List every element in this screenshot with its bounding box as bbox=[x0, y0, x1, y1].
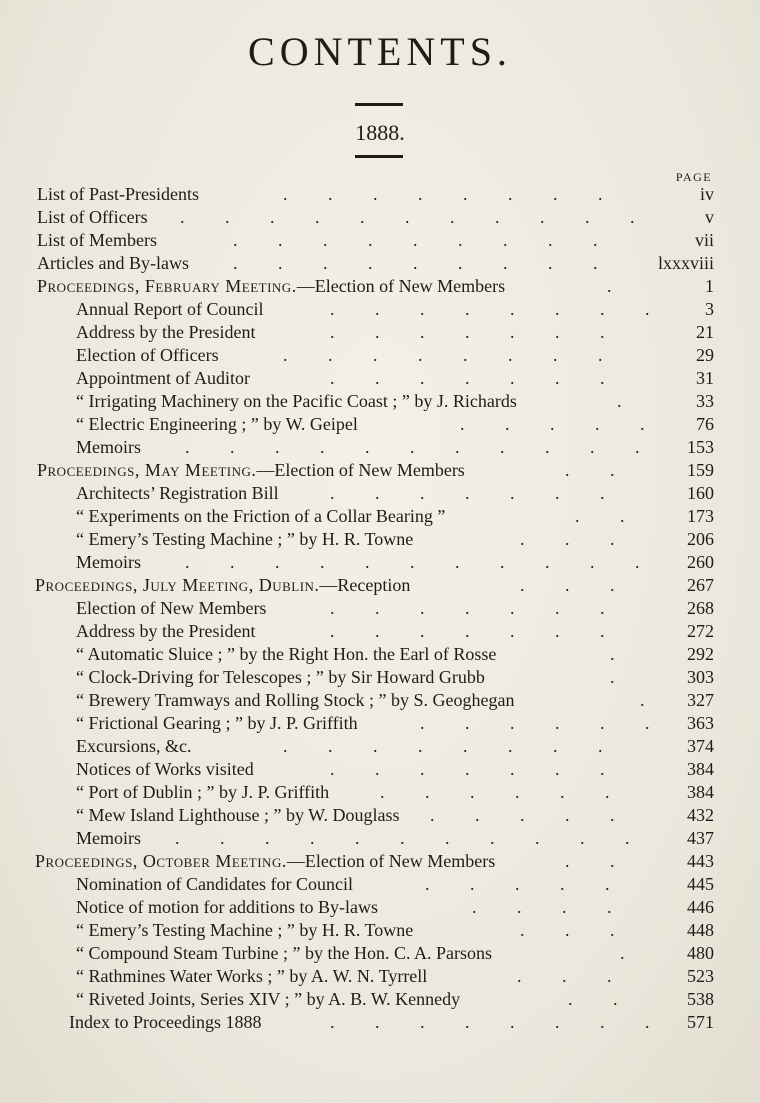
toc-entry-page: 3 bbox=[705, 299, 714, 319]
toc-entry-label: “ Emery’s Testing Machine ; ” by H. R. Towne bbox=[76, 529, 414, 549]
toc-entry-page: 1 bbox=[705, 276, 714, 296]
section-topic: —Reception bbox=[319, 575, 411, 595]
toc-entry-page: 384 bbox=[687, 759, 714, 779]
toc-entry-page: 31 bbox=[696, 368, 714, 388]
toc-section-entry bbox=[0, 573, 760, 597]
toc-entry-label: Appointment of Auditor bbox=[76, 368, 250, 388]
toc-entry-page: 272 bbox=[687, 621, 714, 641]
toc-entry bbox=[0, 182, 760, 206]
toc-entry-page: vii bbox=[694, 230, 714, 250]
toc-entry-label: Index to Proceedings 1888 bbox=[69, 1012, 262, 1032]
section-name: Proceedings, May Meeting. bbox=[37, 460, 257, 480]
dot-leader bbox=[460, 412, 650, 436]
dot-leader bbox=[520, 918, 650, 942]
toc-entry-label: List of Members bbox=[37, 230, 157, 250]
toc-entry-label: “ Brewery Tramways and Rolling Stock ; ” by S. Geoghegan bbox=[76, 690, 515, 710]
dot-leader bbox=[233, 251, 613, 275]
divider-rule bbox=[355, 103, 403, 106]
toc-entry bbox=[0, 941, 760, 965]
toc-entry-label: Election of New Members bbox=[76, 598, 267, 618]
toc-entry-page: lxxxviii bbox=[657, 253, 714, 273]
toc-entry-page: 29 bbox=[696, 345, 714, 365]
toc-entry bbox=[0, 918, 760, 942]
toc-entry-page: 159 bbox=[687, 460, 714, 480]
toc-entry-label: Address by the President bbox=[76, 322, 256, 342]
dot-leader bbox=[283, 734, 643, 758]
toc-entry bbox=[0, 826, 760, 850]
section-name: Proceedings, February Meeting. bbox=[37, 276, 297, 296]
toc-entry bbox=[0, 366, 760, 390]
dot-leader bbox=[565, 849, 645, 873]
dot-leader bbox=[380, 780, 645, 804]
dot-leader bbox=[330, 366, 640, 390]
dot-leader bbox=[430, 803, 650, 827]
toc-entry-page: 33 bbox=[696, 391, 714, 411]
dot-leader bbox=[420, 711, 650, 735]
dot-leader bbox=[180, 205, 640, 229]
toc-entry bbox=[0, 527, 760, 551]
toc-entry-label: Election of Officers bbox=[76, 345, 219, 365]
toc-entry-page: 260 bbox=[687, 552, 714, 572]
toc-entry-label: “ Electric Engineering ; ” by W. Geipel bbox=[76, 414, 358, 434]
toc-entry bbox=[0, 964, 760, 988]
toc-entry-page: 153 bbox=[687, 437, 714, 457]
toc-entry bbox=[0, 711, 760, 735]
toc-entry-page: 173 bbox=[687, 506, 714, 526]
dot-leader bbox=[472, 895, 647, 919]
toc-entry bbox=[0, 895, 760, 919]
toc-entry-label: “ Rathmines Water Works ; ” by A. W. N. Tyrrell bbox=[76, 966, 428, 986]
toc-entry-page: 292 bbox=[687, 644, 714, 664]
toc-entry-page: v bbox=[705, 207, 714, 227]
dot-leader bbox=[330, 320, 640, 344]
toc-entry bbox=[0, 343, 760, 367]
toc-entry-label bbox=[35, 849, 495, 873]
toc-entry bbox=[0, 757, 760, 781]
toc-entry bbox=[0, 251, 760, 275]
toc-entry-page: 538 bbox=[687, 989, 714, 1009]
toc-entry-page: 303 bbox=[687, 667, 714, 687]
dot-leader bbox=[520, 527, 650, 551]
dot-leader bbox=[330, 619, 640, 643]
toc-entry-label: “ Compound Steam Turbine ; ” by the Hon. C. A. Parsons bbox=[76, 943, 493, 963]
toc-entry-label: Address by the President bbox=[76, 621, 256, 641]
toc-entry-label: Excursions, &c. bbox=[76, 736, 192, 756]
toc-entry bbox=[0, 481, 760, 505]
toc-entry-label: Memoirs bbox=[76, 437, 141, 457]
toc-entry-page: 480 bbox=[687, 943, 714, 963]
toc-entry-page: 21 bbox=[696, 322, 714, 342]
toc-entry bbox=[0, 872, 760, 896]
section-topic: —Election of New Members bbox=[286, 851, 496, 871]
toc-entry bbox=[0, 803, 760, 827]
toc-entry bbox=[0, 642, 760, 666]
toc-entry-page: 443 bbox=[687, 851, 714, 871]
toc-entry-page: iv bbox=[699, 184, 714, 204]
toc-entry bbox=[0, 734, 760, 758]
toc-entry-label: Memoirs bbox=[76, 552, 141, 572]
toc-section-entry bbox=[0, 458, 760, 482]
year-heading: 1888. bbox=[355, 120, 405, 145]
toc-entry bbox=[0, 619, 760, 643]
dot-leader bbox=[330, 757, 640, 781]
toc-entry bbox=[0, 412, 760, 436]
toc-entry-page: 448 bbox=[687, 920, 714, 940]
toc-entry-page: 432 bbox=[687, 805, 714, 825]
toc-entry-page: 437 bbox=[687, 828, 714, 848]
dot-leader bbox=[517, 964, 647, 988]
dot-leader bbox=[185, 435, 640, 459]
dot-leader bbox=[565, 458, 645, 482]
toc-entry-label: Nomination of Candidates for Council bbox=[76, 874, 353, 894]
dot-leader bbox=[520, 573, 645, 597]
page-column-header: PAGE bbox=[675, 170, 713, 184]
dot-leader bbox=[330, 481, 640, 505]
toc-entry-page: 384 bbox=[687, 782, 714, 802]
toc-entry-label: List of Past-Presidents bbox=[37, 184, 199, 204]
toc-entry-label: Architects’ Registration Bill bbox=[76, 483, 279, 503]
toc-entry-label: Notices of Works visited bbox=[76, 759, 254, 779]
dot-leader bbox=[283, 182, 625, 206]
toc-entry-page: 267 bbox=[687, 575, 714, 595]
toc-entry bbox=[0, 228, 760, 252]
toc-section-entry bbox=[0, 274, 760, 298]
toc-entry-label: “ Port of Dublin ; ” by J. P. Griffith bbox=[76, 782, 330, 802]
toc-entry-label: “ Clock-Driving for Telescopes ; ” by Sir Howard Grubb bbox=[76, 667, 485, 687]
toc-entry bbox=[0, 504, 760, 528]
toc-entry-page: 268 bbox=[687, 598, 714, 618]
toc-entry-label: “ Experiments on the Friction of a Collar Bearing ” bbox=[76, 506, 446, 526]
toc-entry bbox=[0, 435, 760, 459]
toc-entry-page: 374 bbox=[687, 736, 714, 756]
toc-entry-label: “ Frictional Gearing ; ” by J. P. Griffith bbox=[76, 713, 358, 733]
dot-leader bbox=[175, 826, 645, 850]
toc-entry-label: Notice of motion for additions to By-laws bbox=[76, 897, 378, 917]
toc-entry-label: Memoirs bbox=[76, 828, 141, 848]
dot-leader bbox=[233, 228, 633, 252]
toc-entry-page: 160 bbox=[687, 483, 714, 503]
toc-entry-label: “ Automatic Sluice ; ” by the Right Hon. the Earl of Rosse bbox=[76, 644, 497, 664]
section-topic: —Election of New Members bbox=[296, 276, 506, 296]
toc-entry bbox=[0, 389, 760, 413]
toc-entry-page: 446 bbox=[687, 897, 714, 917]
toc-entry bbox=[0, 780, 760, 804]
toc-entry-page: 363 bbox=[687, 713, 714, 733]
dot-leader bbox=[185, 550, 640, 574]
toc-entry-label bbox=[37, 458, 465, 482]
toc-entry-label: Annual Report of Council bbox=[76, 299, 264, 319]
toc-entry-label: “ Emery’s Testing Machine ; ” by H. R. Towne bbox=[76, 920, 414, 940]
dot-leader bbox=[283, 343, 638, 367]
toc-entry-page: 76 bbox=[696, 414, 714, 434]
section-name: Proceedings, October Meeting. bbox=[35, 851, 287, 871]
toc-entry bbox=[0, 205, 760, 229]
section-topic: —Election of New Members bbox=[256, 460, 465, 480]
dot-leader bbox=[425, 872, 645, 896]
toc-entry bbox=[0, 1010, 760, 1034]
toc-entry bbox=[0, 550, 760, 574]
toc-entry-label: Articles and By-laws bbox=[37, 253, 189, 273]
toc-entry-page: 523 bbox=[687, 966, 714, 986]
toc-section-entry bbox=[0, 849, 760, 873]
toc-entry bbox=[0, 987, 760, 1011]
divider-rule bbox=[355, 155, 403, 158]
toc-entry bbox=[0, 320, 760, 344]
dot-leader bbox=[330, 596, 640, 620]
toc-entry-label: “ Mew Island Lighthouse ; ” by W. Douglass bbox=[76, 805, 400, 825]
toc-entry-label: List of Officers bbox=[37, 207, 148, 227]
toc-entry bbox=[0, 297, 760, 321]
toc-entry-label: “ Irrigating Machinery on the Pacific Coast ; ” by J. Richards bbox=[76, 391, 517, 411]
toc-entry bbox=[0, 596, 760, 620]
page-title: CONTENTS. bbox=[248, 29, 512, 74]
toc-entry-label bbox=[37, 274, 505, 298]
section-name: Proceedings, July Meeting, Dublin. bbox=[35, 575, 320, 595]
toc-entry-page: 445 bbox=[687, 874, 714, 894]
toc-entry-label bbox=[35, 573, 410, 597]
toc-entry-page: 327 bbox=[687, 690, 714, 710]
toc-entry-page: 571 bbox=[687, 1012, 714, 1032]
dot-leader bbox=[330, 297, 650, 321]
dot-leader bbox=[330, 1010, 650, 1034]
toc-entry bbox=[0, 688, 760, 712]
toc-entry bbox=[0, 665, 760, 689]
toc-entry-label: “ Riveted Joints, Series XIV ; ” by A. B. W. Kennedy bbox=[76, 989, 461, 1009]
toc-entry-page: 206 bbox=[687, 529, 714, 549]
